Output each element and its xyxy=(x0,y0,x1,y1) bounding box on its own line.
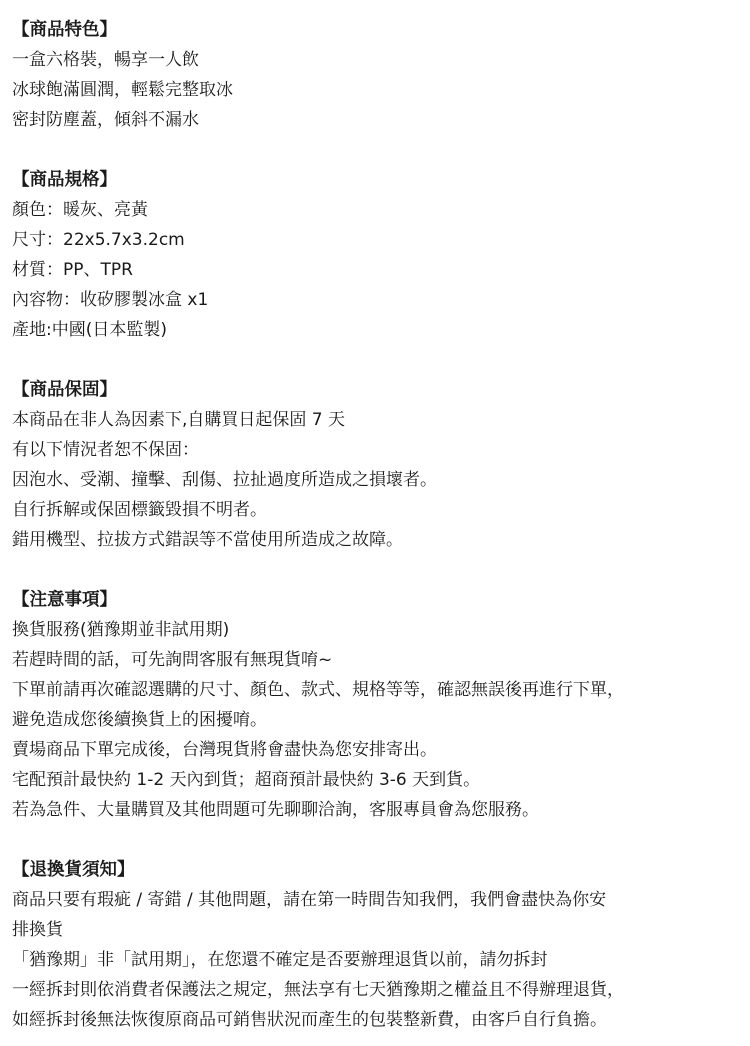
section-heading-features: 【商品特色】 xyxy=(12,20,117,40)
text-line: 宅配預計最快約 1-2 天內到貨；超商預計最快約 3-6 天到貨。 xyxy=(12,770,481,790)
text-line: 賣場商品下單完成後，台灣現貨將會盡快為您安排寄出。 xyxy=(12,740,437,760)
text-line: 排換貨 xyxy=(12,920,63,940)
section-heading-specs: 【商品規格】 xyxy=(12,170,117,190)
text-line: 自行拆解或保固標籤毀損不明者。 xyxy=(12,500,267,520)
section-heading-notes: 【注意事項】 xyxy=(12,590,117,610)
text-line: 錯用機型、拉拔方式錯誤等不當使用所造成之故障。 xyxy=(12,530,403,550)
text-line: 材質：PP、TPR xyxy=(12,260,133,280)
text-line: 若為急件、大量購買及其他問題可先聊聊洽詢，客服專員會為您服務。 xyxy=(12,800,539,820)
text-line: 尺寸：22x5.7x3.2cm xyxy=(12,230,185,250)
text-line: 換貨服務(猶豫期並非試用期) xyxy=(12,620,230,640)
text-line: 下單前請再次確認選購的尺寸、顏色、款式、規格等等，確認無誤後再進行下單， xyxy=(12,680,624,700)
text-line: 若趕時間的話，可先詢問客服有無現貨唷~ xyxy=(12,650,333,670)
text-line: 因泡水、受潮、撞擊、刮傷、拉扯過度所造成之損壞者。 xyxy=(12,470,437,490)
text-line: 密封防塵蓋，傾斜不漏水 xyxy=(12,110,199,130)
text-line: 「猶豫期」非「試用期」，在您還不確定是否要辦理退貨以前，請勿拆封 xyxy=(12,950,548,970)
text-line: 冰球飽滿圓潤，輕鬆完整取冰 xyxy=(12,80,233,100)
text-line: 產地:中國(日本監製) xyxy=(12,320,167,340)
text-line: 內容物：收矽膠製冰盒 x1 xyxy=(12,290,209,310)
text-line: 避免造成您後續換貨上的困擾唷。 xyxy=(12,710,267,730)
text-line: 商品只要有瑕疵 / 寄錯 / 其他問題，請在第一時間告知我們，我們會盡快為你安 xyxy=(12,890,607,910)
section-heading-warranty: 【商品保固】 xyxy=(12,380,117,400)
text-line: 如經拆封後無法恢復原商品可銷售狀況而產生的包裝整新費，由客戶自行負擔。 xyxy=(12,1010,607,1030)
text-line: 本商品在非人為因素下,自購買日起保固 7 天 xyxy=(12,410,346,430)
text-line: 有以下情況者恕不保固： xyxy=(12,440,199,460)
text-line: 一盒六格裝，暢享一人飲 xyxy=(12,50,199,70)
text-line: 一經拆封則依消費者保護法之規定，無法享有七天猶豫期之權益且不得辦理退貨， xyxy=(12,980,624,1000)
text-line: 顏色：暖灰、亮黃 xyxy=(12,200,148,220)
section-heading-returns: 【退換貨須知】 xyxy=(12,860,135,880)
